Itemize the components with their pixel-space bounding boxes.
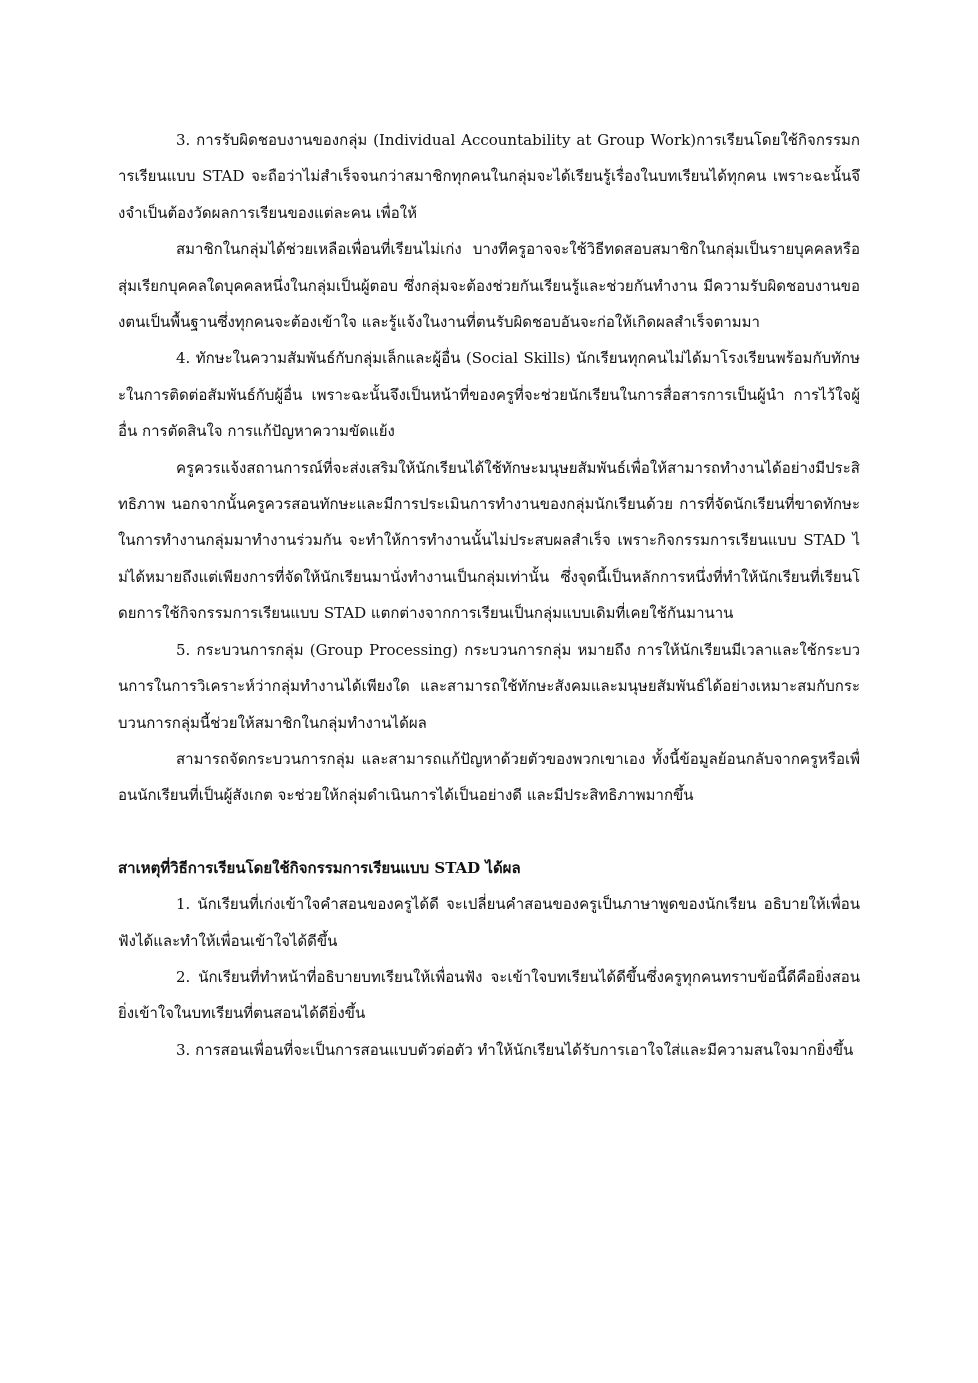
paragraph-group-members-help: สมาชิกในกลุ่มได้ช่วยเหลือเพื่อนที่เรียนไม่เก่ง บางทีครูอาจจะใช้วิธีทดสอบสมาชิกในกลุ่มเป็นรายบุคคลหรือสุ่มเรียกบุคคลใดบุคคลหนึ่งในกลุ่มเป็นผู้ตอบ ซึ่งกลุ่มจะต้องช่วยกันเรียนรู้และช่วยกันทำงาน มีความรับผิดชอบงานของตนเป็นพื้นฐานซึ่งทุกคนจะต้องเข้าใจ และรู้แจ้งในงานที่ตนรับผิดชอบอันจะก่อให้เกิดผลสำเร็จตามมา bbox=[118, 240, 860, 332]
paragraph-teacher-situations: ครูควรแจ้งสถานการณ์ที่จะส่งเสริมให้นักเรียนได้ใช้ทักษะมนุษยสัมพันธ์เพื่อให้สามารถทำงานได้อย่างมีประสิทธิภาพ นอกจากนั้นครูควรสอนทักษะและมีการประเมินการทำงานของกลุ่มนักเรียนด้วย การที่จัดนักเรียนที่ขาดทักษะในการทำงานกลุ่มมาทำงานร่วมกัน จะทำให้การทำงานนั้นไม่ประสบผลสำเร็จ เพราะกิจกรรมการเรียนแบบ STAD ไม่ได้หมายถึงแต่เพียงการที่จัดให้นักเรียนมานั่งทำงานเป็นกลุ่มเท่านั้น ซึ่งจุดนี้เป็นหลักการหนึ่งที่ทำให้นักเรียนที่เรียนโดยการใช้กิจกรรมการเรียนแบบ STAD แตกต่างจากการเรียนเป็นกลุ่มแบบเดิมที่เคยใช้กันมานาน bbox=[118, 458, 860, 623]
document-page bbox=[118, 122, 860, 1068]
paragraph-group-processing: 5. กระบวนการกลุ่ม (Group Processing) กระบวนการกลุ่ม หมายถึง การให้นักเรียนมีเวลาและใช้กระบวนการในการวิเคราะห์ว่ากลุ่มทำงานได้เพียงใด และสามารถใช้ทักษะสังคมและมนุษยสัมพันธ์ได้อย่างเหมาะสมกับกระบวนการกลุ่มนี้ช่วยให้สมาชิกในกลุ่มทำงานได้ผล bbox=[118, 640, 860, 732]
paragraph-individual-accountability: 3. การรับผิดชอบงานของกลุ่ม (Individual Accountability at Group Work)การเรียนโดยใช้กิจกรรมการเรียนแบบ STAD จะถือว่าไม่สำเร็จจนกว่าสมาชิกทุกคนในกลุ่มจะได้เรียนรู้เรื่องในบทเรียนได้ทุกคน เพราะฉะนั้นจึงจำเป็นต้องวัดผลการเรียนของแต่ละคน เพื่อให้ bbox=[118, 131, 860, 222]
paragraph-reason-1: 1. นักเรียนที่เก่งเข้าใจคำสอนของครูได้ดี จะเปลี่ยนคำสอนของครูเป็นภาษาพูดของนักเรียน อธิบายให้เพื่อนฟังได้และทำให้เพื่อนเข้าใจได้ดีขึ้น bbox=[118, 895, 860, 950]
paragraph-social-skills: 4. ทักษะในความสัมพันธ์กับกลุ่มเล็กและผู้อื่น (Social Skills) นักเรียนทุกคนไม่ได้มาโรงเรียนพร้อมกับทักษะในการติดต่อสัมพันธ์กับผู้อื่น เพราะฉะนั้นจึงเป็นหน้าที่ของครูที่จะช่วยนักเรียนในการสื่อสารการเป็นผู้นำ การไว้ใจผู้อื่น การตัดสินใจ การแก้ปัญหาความขัดแย้ง bbox=[118, 349, 860, 441]
paragraph-reason-3: 3. การสอนเพื่อนที่จะเป็นการสอนแบบตัวต่อตัว ทำให้นักเรียนได้รับการเอาใจใส่และมีความสนใจมากยิ่งขึ้น bbox=[176, 1040, 854, 1059]
section-heading: สาเหตุที่วิธีการเรียนโดยใช้กิจกรรมการเรียนแบบ STAD ได้ผล bbox=[118, 858, 521, 877]
section-spacer bbox=[118, 814, 860, 850]
paragraph-problem-solving: สามารถจัดกระบวนการกลุ่ม และสามารถแก้ปัญหาด้วยตัวของพวกเขาเอง ทั้งนี้ข้อมูลย้อนกลับจากครูหรือเพื่อนนักเรียนที่เป็นผู้สังเกต จะช่วยให้กลุ่มดำเนินการได้เป็นอย่างดี และมีประสิทธิภาพมากขึ้น bbox=[118, 749, 860, 805]
paragraph-reason-2: 2. นักเรียนที่ทำหน้าที่อธิบายบทเรียนให้เพื่อนฟัง จะเข้าใจบทเรียนได้ดีขึ้นซึ่งครูทุกคนทราบข้อนี้ดีคือยิ่งสอนยิ่งเข้าใจในบทเรียนที่ตนสอนได้ดียิ่งขึ้น bbox=[118, 967, 860, 1023]
